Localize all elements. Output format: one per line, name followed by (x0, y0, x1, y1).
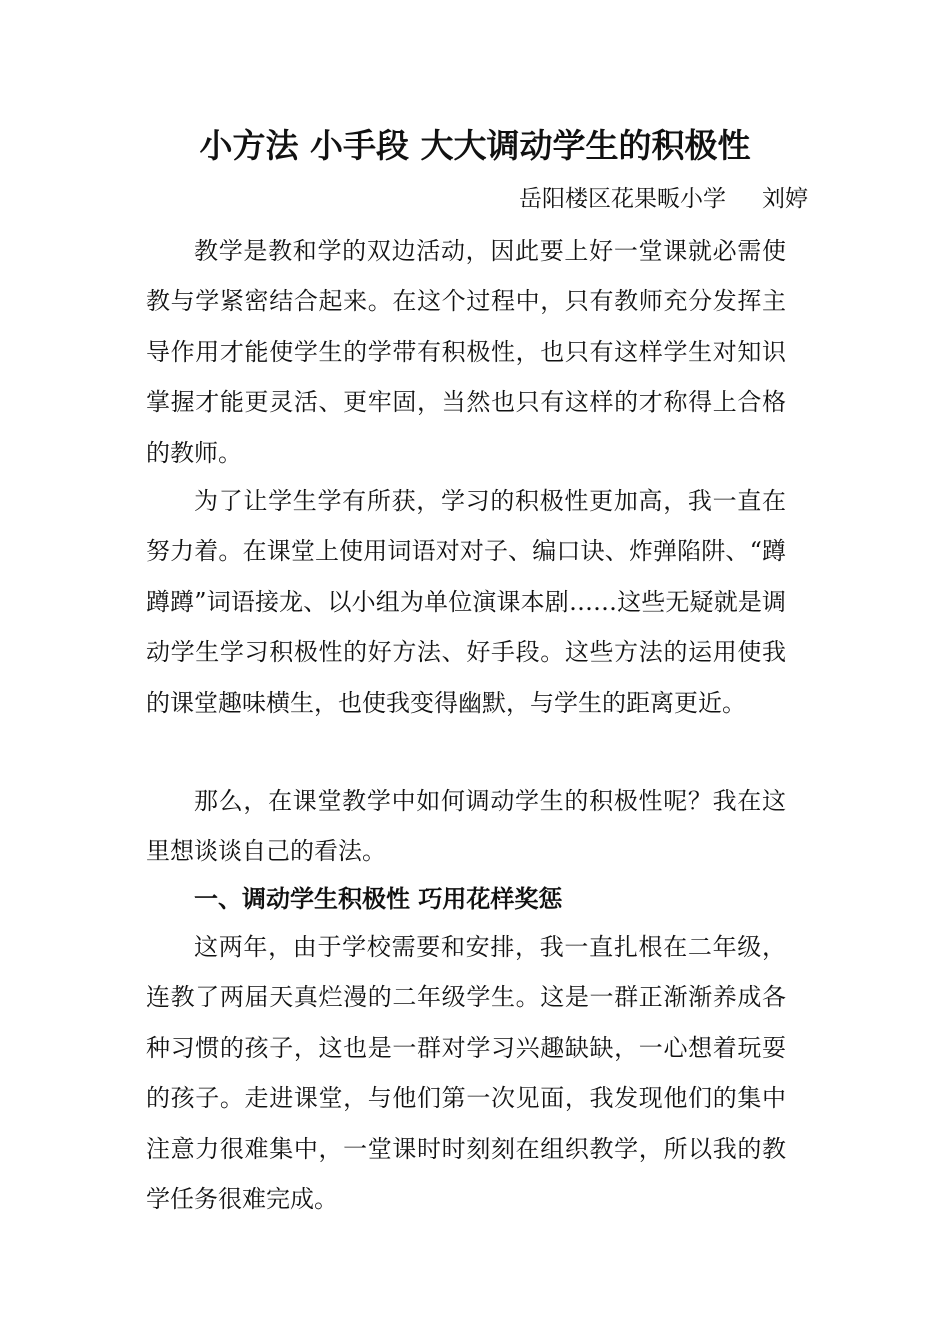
author-name: 刘婷 (762, 186, 808, 212)
section-paragraph-1: 这两年，由于学校需要和安排，我一直扎根在二年级，连教了两届天真烂漫的二年级学生。这是一群正渐渐养成各种习惯的孩子，这也是一群对学习兴趣缺缺，一心想着玩耍的孩子。走进课堂，与他们第一次见面，我发现他们的集中注意力很难集中，一堂课时时刻刻在组织教学，所以我的教学任务很难完成。 (146, 933, 786, 1214)
author-school: 岳阳楼区花果畈小学 (519, 186, 726, 212)
author-line (519, 181, 808, 217)
paragraph-1: 教学是教和学的双边活动，因此要上好一堂课就必需使教与学紧密结合起来。在这个过程中，只有教师充分发挥主导作用才能使学生的学带有积极性，也只有这样学生对知识掌握才能更灵活、更牢固，当然也只有这样的才称得上合格的教师。 (146, 237, 786, 467)
paragraph-3: 那么，在课堂教学中如何调动学生的积极性呢？我在这里想谈谈自己的看法。 (146, 787, 786, 866)
section-heading: 一、调动学生积极性 巧用花样奖惩 (194, 884, 563, 913)
document-title: 小方法 小手段 大大调动学生的积极性 (199, 126, 751, 165)
paragraph-2: 为了让学生学有所获，学习的积极性更加高，我一直在努力着。在课堂上使用词语对对子、编口诀、炸弹陷阱、“蹲蹲蹲”词语接龙、以小组为单位演课本剧……这些无疑就是调动学生学习积极性的好方法、好手段。这些方法的运用使我的课堂趣味横生，也使我变得幽默，与学生的距离更近。 (146, 487, 786, 717)
